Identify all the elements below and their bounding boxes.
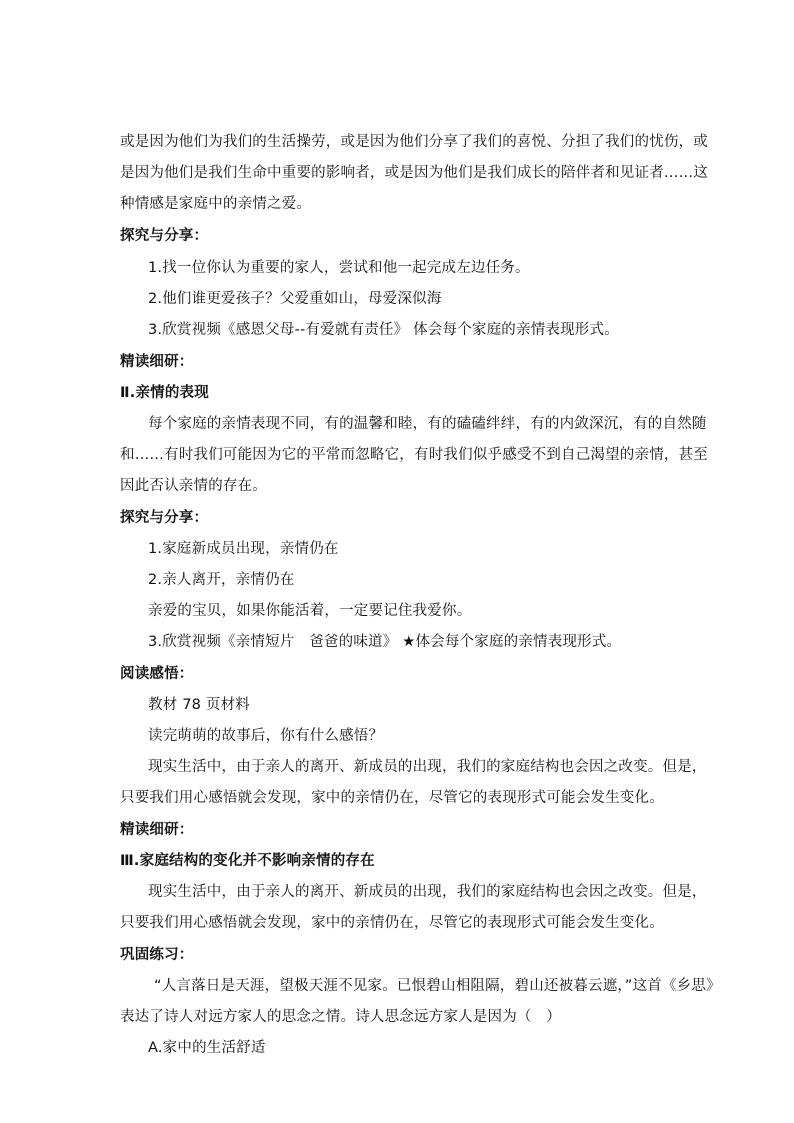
read1-line-3: 因此否认亲情的存在。 <box>120 478 267 494</box>
practice-line-1: “人言落日是天涯，望极天涯不见家。已恨碧山相阻隔，碧山还被暮云遮，”这首《乡思》 <box>154 978 721 994</box>
explore-heading-2: 探究与分享： <box>120 510 209 526</box>
intro-line-1: 或是因为他们为我们的生活操劳，或是因为他们分享了我们的喜悦、分担了我们的忧伤，或 <box>120 134 708 150</box>
read-heading-2: 精读细研： <box>120 822 194 838</box>
reading-material: 教材 78 页材料 <box>148 697 250 713</box>
intro-line-2: 是因为他们是我们生命中重要的影响者，或是因为他们是我们成长的陪伴者和见证者……这 <box>120 165 708 181</box>
reading-line-1: 现实生活中，由于亲人的离开、新成员的出现，我们的家庭结构也会因之改变。但是， <box>148 759 707 775</box>
reading-question: 读完萌萌的故事后，你有什么感悟？ <box>148 728 384 744</box>
reading-line-2: 只要我们用心感悟就会发现，家中的亲情仍在，尽管它的表现形式可能会发生变化。 <box>120 790 664 806</box>
explore2-item-3: 3.欣赏视频《亲情短片 爸爸的味道》 ★体会每个家庭的亲情表现形式。 <box>148 634 622 650</box>
explore1-item-2: 2.他们谁更爱孩子？父爱重如山，母爱深似海 <box>148 291 442 307</box>
read1-line-2: 和……有时我们可能因为它的平常而忽略它，有时我们似乎感受不到自己渴望的亲情，甚至 <box>120 447 708 463</box>
explore2-item-1: 1.家庭新成员出现，亲情仍在 <box>148 541 339 557</box>
reading-heading: 阅读感悟： <box>120 666 194 682</box>
explore2-quote: 亲爱的宝贝，如果你能活着，一定要记住我爱你。 <box>148 603 472 619</box>
intro-line-3: 种情感是家庭中的亲情之爱。 <box>120 196 312 212</box>
practice-option-a: A.家中的生活舒适 <box>148 1040 266 1056</box>
read2-line-2: 只要我们用心感悟就会发现，家中的亲情仍在，尽管它的表现形式可能会发生变化。 <box>120 915 664 931</box>
explore-heading-1: 探究与分享： <box>120 228 209 244</box>
explore2-item-2: 2.亲人离开，亲情仍在 <box>148 572 295 588</box>
practice-line-2: 表达了诗人对远方家人的思念之情。诗人思念远方家人是因为（ ） <box>120 1009 561 1025</box>
explore1-item-1: 1.找一位你认为重要的家人，尝试和他一起完成左边任务。 <box>148 260 530 276</box>
read-heading-1: 精读细研： <box>120 354 194 370</box>
practice-heading: 巩固练习： <box>120 947 194 963</box>
read1-subheading: Ⅱ.亲情的表现 <box>120 385 209 401</box>
explore1-item-3: 3.欣赏视频《感恩父母--有爱就有责任》 体会每个家庭的亲情表现形式。 <box>148 322 619 338</box>
read2-subheading: Ⅲ.家庭结构的变化并不影响亲情的存在 <box>120 853 375 869</box>
read2-line-1: 现实生活中，由于亲人的离开、新成员的出现，我们的家庭结构也会因之改变。但是， <box>148 884 707 900</box>
read1-line-1: 每个家庭的亲情表现不同，有的温馨和睦，有的磕磕绊绊，有的内敛深沉，有的自然随 <box>148 416 707 432</box>
